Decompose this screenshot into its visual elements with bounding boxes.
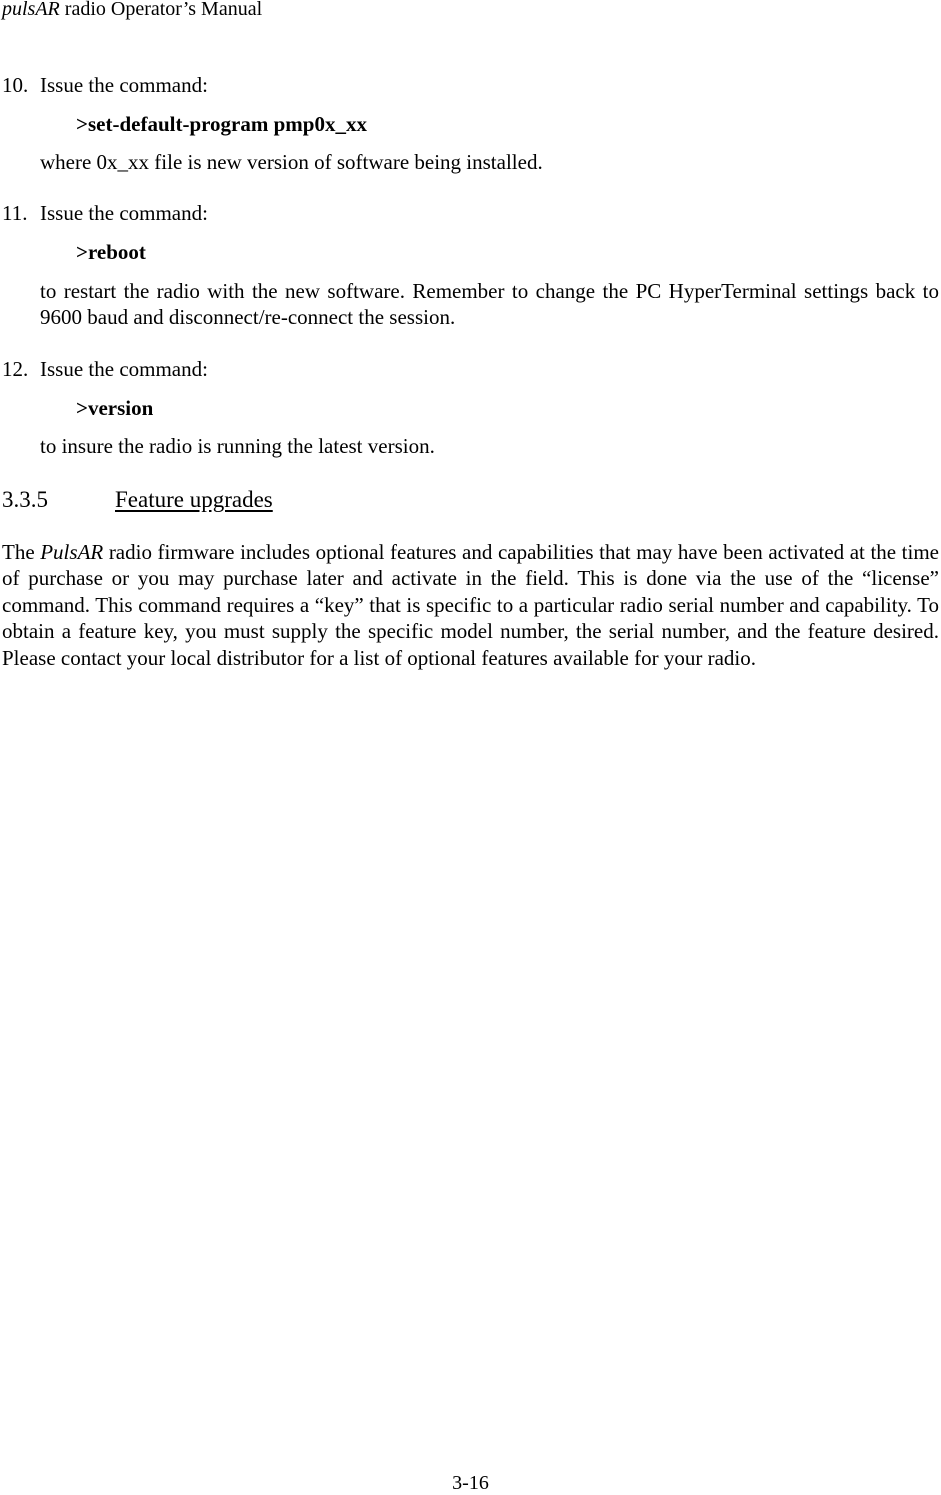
- step-number: 10.: [2, 73, 29, 97]
- page-number: 3-16: [452, 1472, 489, 1494]
- feature-upgrades-paragraph: [2, 539, 939, 671]
- running-header: [2, 0, 262, 21]
- product-name: PulsAR: [40, 540, 104, 564]
- paragraph-body: radio firmware includes optional features and capabilities that may have been activated at the time of purchase or you may purchase later and activate in the field. This is done via the use of the “license” command. This command requires a “key” that is specific to a particular radio serial number and capability. To obtain a feature key, you must supply the specific model number, the serial number, and the feature desired. Please contact your local distributor for a list of optional features available for your radio.: [2, 540, 940, 670]
- paragraph-lead: The: [2, 540, 35, 564]
- step-description: where 0x_xx file is new version of software being installed.: [40, 150, 543, 174]
- header-title: radio Operator’s Manual: [64, 0, 263, 20]
- command-version: >version: [76, 396, 154, 420]
- step-number: 12.: [2, 357, 29, 381]
- step-instruction: Issue the command:: [40, 201, 208, 225]
- step-instruction: Issue the command:: [40, 73, 208, 97]
- header-brand: pulsAR: [2, 0, 60, 20]
- command-reboot: >reboot: [76, 240, 146, 264]
- step-description: to insure the radio is running the latest version.: [40, 434, 435, 458]
- section-number: 3.3.5: [2, 487, 48, 512]
- command-set-default-program: >set-default-program pmp0x_xx: [76, 112, 367, 136]
- step-instruction: Issue the command:: [40, 357, 208, 381]
- step-description: to restart the radio with the new software. Remember to change the PC HyperTerminal settings back to 9600 baud and disconnect/re-connect the session.: [40, 279, 939, 329]
- step-number: 11.: [2, 201, 28, 225]
- section-heading: [2, 486, 273, 514]
- section-title: Feature upgrades: [115, 487, 273, 512]
